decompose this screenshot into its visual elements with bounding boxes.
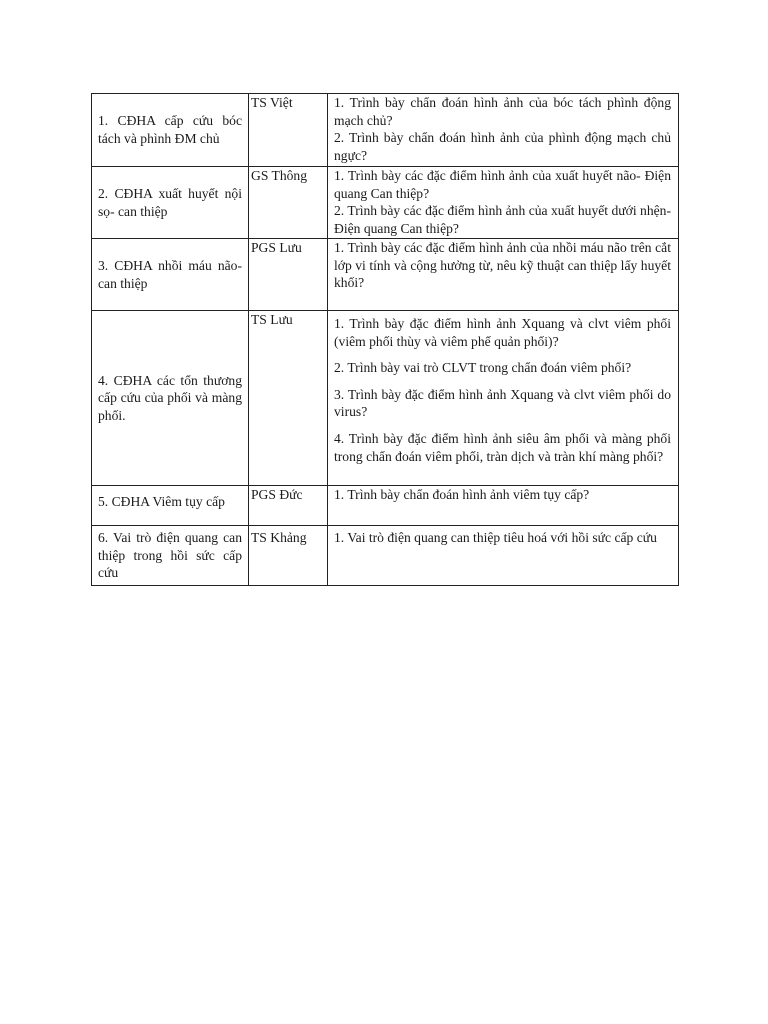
questions-cell xyxy=(328,239,679,311)
question-item: 1. Trình bày đặc điểm hình ảnh Xquang và clvt viêm phối (viêm phối thùy và viêm phế quản phối)? xyxy=(334,316,671,349)
lecturer-cell: TS Khảng xyxy=(249,526,328,586)
questions-cell xyxy=(328,526,679,586)
question-item: 1. Trình bày các đặc điểm hình ảnh của nhồi máu não trên cắt lớp vi tính và cộng hưởng từ, nêu kỹ thuật can thiệp lấy huyết khối? xyxy=(334,240,671,291)
question-item: 1. Trình bày các đặc điểm hình ảnh của xuất huyết não- Điện quang Can thiệp? xyxy=(334,168,671,201)
table-row xyxy=(92,486,679,526)
table-row xyxy=(92,526,679,586)
topic-cell: 4. CĐHA các tổn thương cấp cứu của phối và màng phối. xyxy=(92,311,249,486)
question-item: 4. Trình bày đặc điểm hình ảnh siêu âm phối và màng phối trong chẩn đoán viêm phối, tràn dịch và tràn khí màng phối? xyxy=(334,430,671,464)
topic-cell: 6. Vai trò điện quang can thiệp trong hồi sức cấp cứu xyxy=(92,526,249,586)
table-row xyxy=(92,94,679,167)
table-row xyxy=(92,311,679,486)
question-item: 3. Trình bày đặc điểm hình ảnh Xquang và clvt viêm phối do virus? xyxy=(334,386,671,420)
question-item: 1. Vai trò điện quang can thiệp tiêu hoá với hồi sức cấp cứu xyxy=(334,530,657,545)
table-row xyxy=(92,167,679,239)
lecturer-cell: PGS Lưu xyxy=(249,239,328,311)
questions-cell xyxy=(328,167,679,239)
lecturer-cell: GS Thông xyxy=(249,167,328,239)
questions-cell xyxy=(328,311,679,486)
table-row xyxy=(92,239,679,311)
question-item: 2. Trình bày các đặc điểm hình ảnh của xuất huyết dưới nhện- Điện quang Can thiệp? xyxy=(334,203,671,236)
lecturer-cell: TS Việt xyxy=(249,94,328,167)
topic-cell: 5. CĐHA Viêm tụy cấp xyxy=(92,486,249,526)
topic-cell: 1. CĐHA cấp cứu bóc tách và phình ĐM chủ xyxy=(92,94,249,167)
topic-cell: 3. CĐHA nhồi máu não- can thiệp xyxy=(92,239,249,311)
topic-cell: 2. CĐHA xuất huyết nội sọ- can thiệp xyxy=(92,167,249,239)
question-item: 1. Trình bày chẩn đoán hình ảnh của bóc tách phình động mạch chủ? xyxy=(334,95,671,128)
questions-cell xyxy=(328,94,679,167)
lecturer-cell: TS Lưu xyxy=(249,311,328,486)
question-item: 2. Trình bày chẩn đoán hình ảnh của phình động mạch chủ ngực? xyxy=(334,130,671,163)
questions-cell xyxy=(328,486,679,526)
lecturer-cell: PGS Đức xyxy=(249,486,328,526)
question-item: 1. Trình bày chẩn đoán hình ảnh viêm tụy cấp? xyxy=(334,487,590,502)
question-item: 2. Trình bày vai trò CLVT trong chẩn đoán viêm phối? xyxy=(334,360,632,376)
lecture-schedule-table xyxy=(91,93,679,586)
